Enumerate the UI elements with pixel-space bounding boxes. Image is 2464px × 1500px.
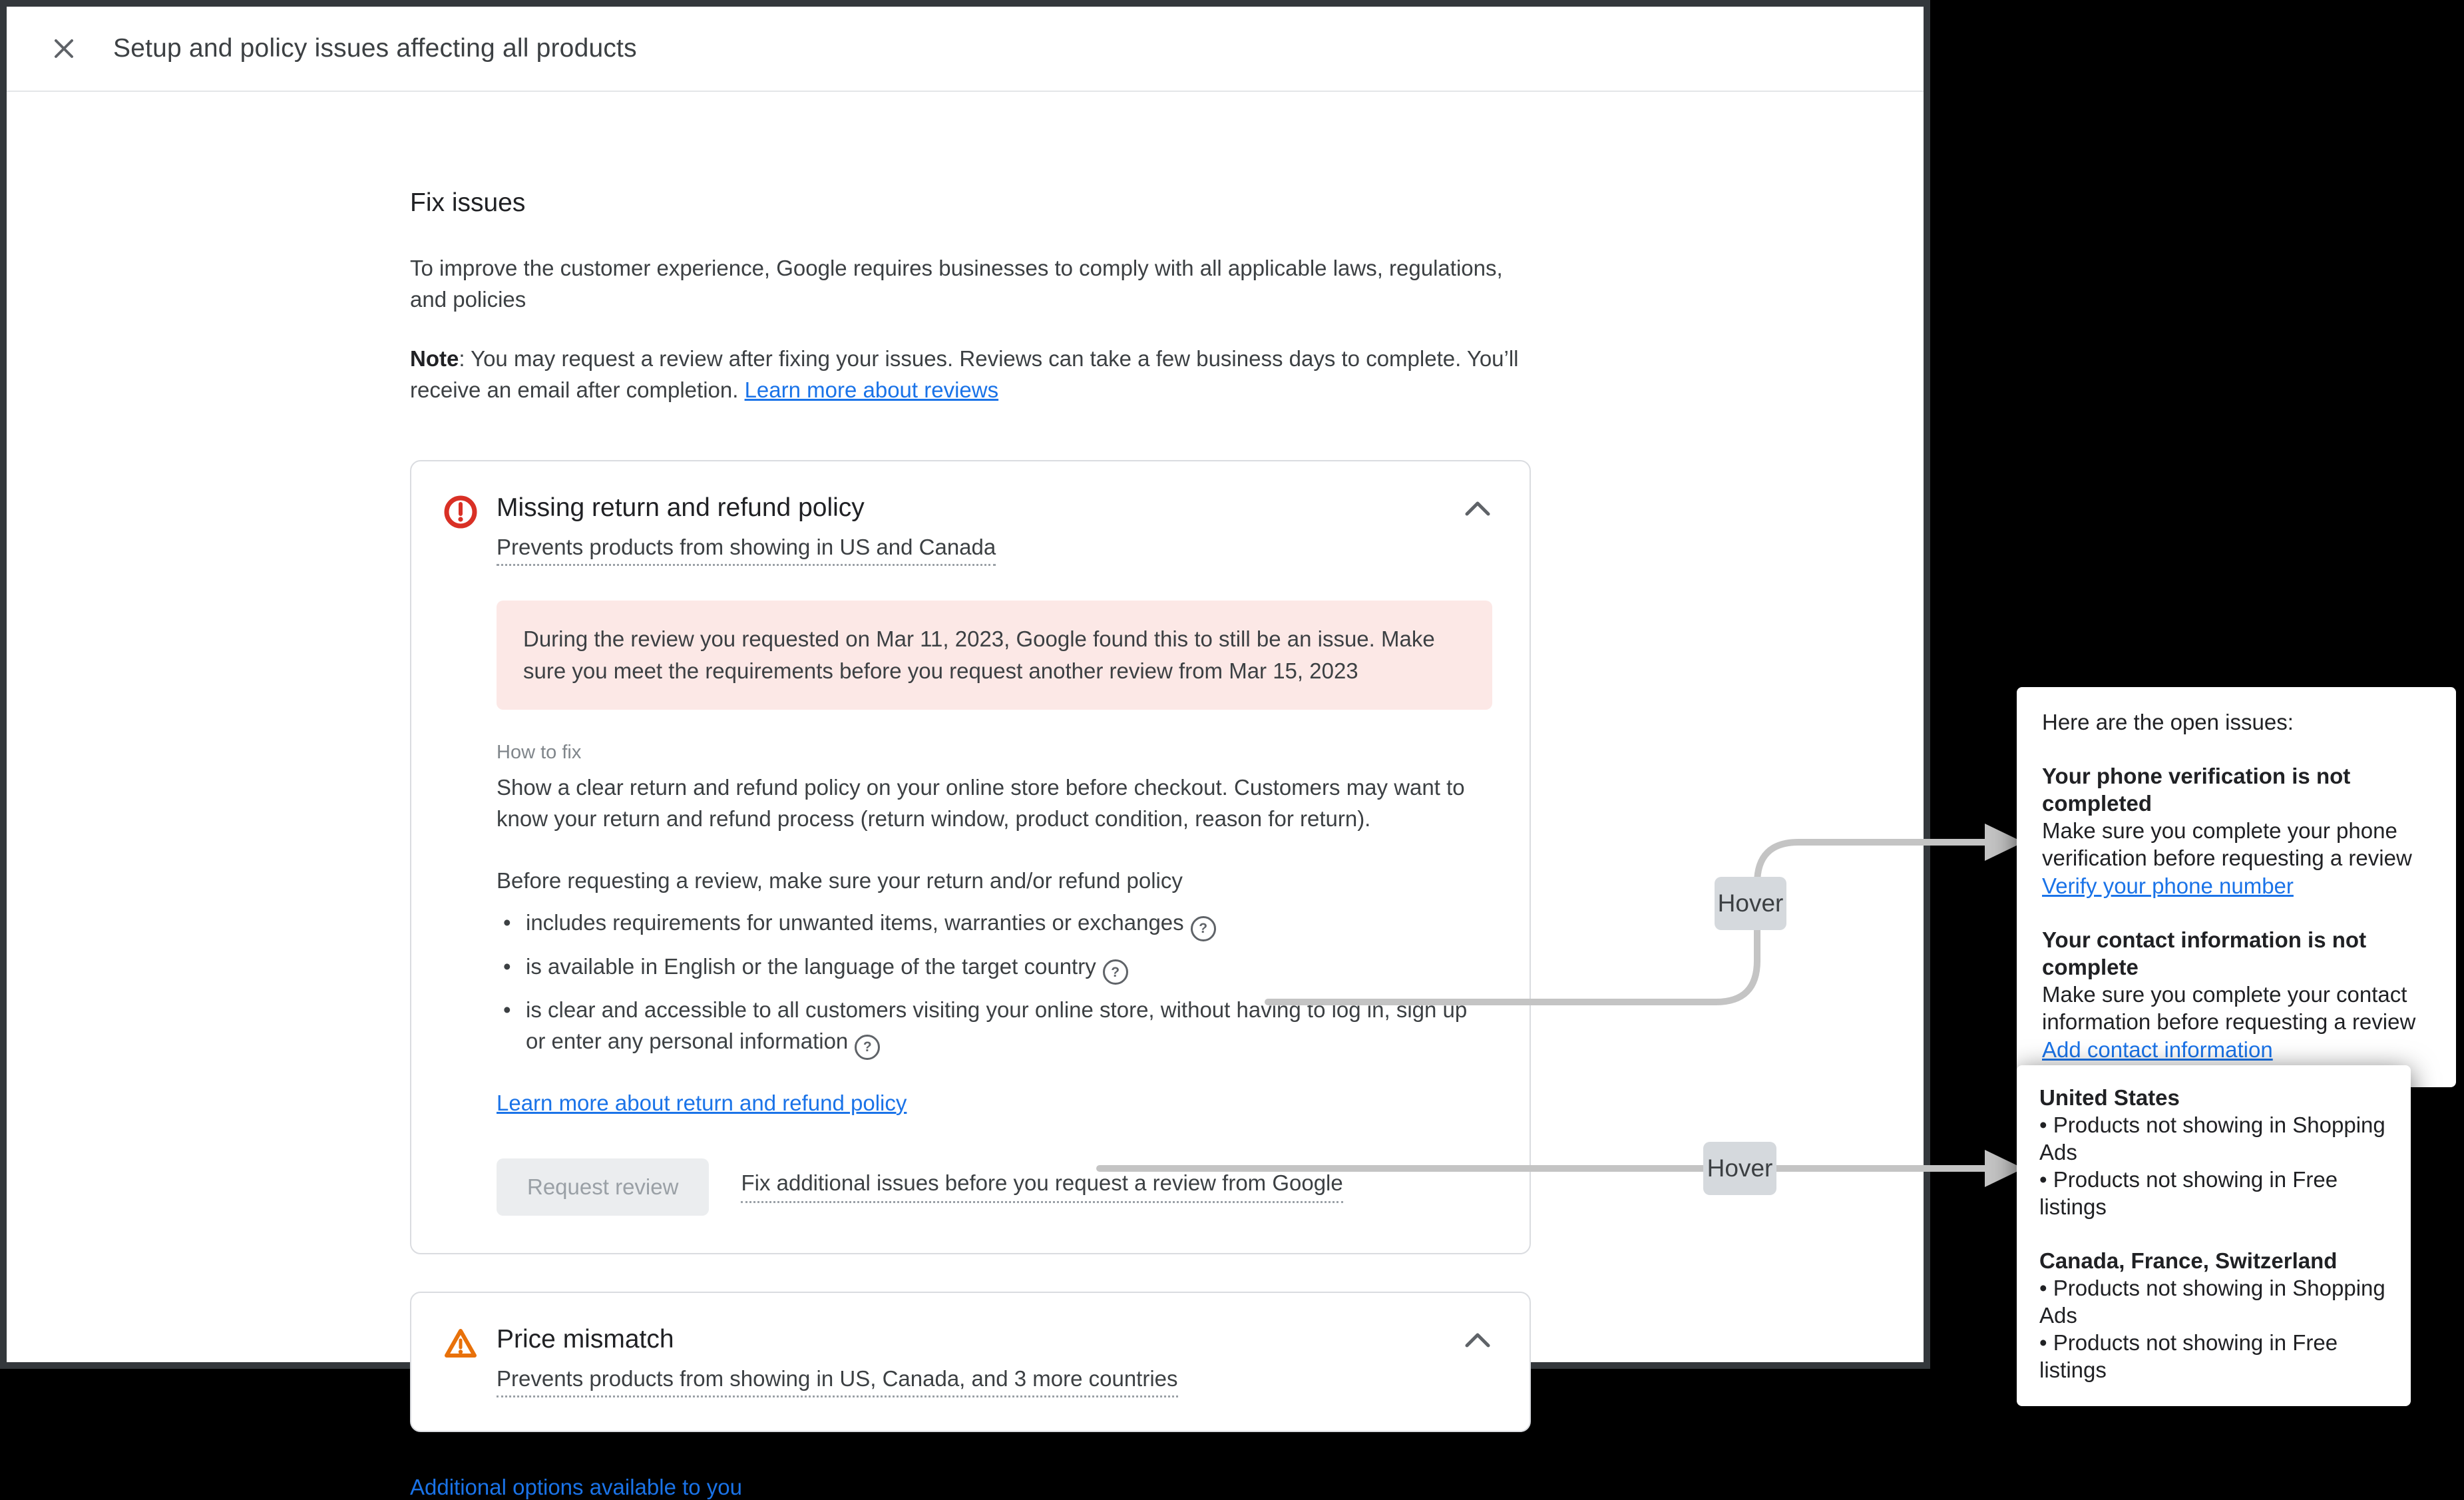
list-item-text: includes requirements for unwanted items, warranties or exchanges ? <box>526 907 1216 941</box>
tooltip-section-body: Make sure you complete your contact information before requesting a review <box>2042 982 2416 1034</box>
open-issues-tooltip <box>2017 687 2456 1087</box>
dialog-title: Setup and policy issues affecting all products <box>113 34 637 63</box>
how-to-fix-text: Show a clear return and refund policy on your online store before checkout. Customers may want to know your return and refund process (return window, product condition, reason for return). <box>497 775 1465 831</box>
list-item <box>497 951 1492 985</box>
issue-heading-block <box>497 493 996 566</box>
learn-more-reviews-link[interactable]: Learn more about reviews <box>744 377 999 402</box>
tooltip-intro: Here are the open issues: <box>2042 710 2294 734</box>
tooltip-section-us <box>2039 1084 2388 1220</box>
note-paragraph <box>410 343 1531 405</box>
dialog-header <box>7 7 1924 92</box>
note-text: : You may request a review after fixing your issues. Reviews can take a few business days to complete. You’ll receive an email after completion. <box>410 346 1519 402</box>
issue-card-price-mismatch <box>410 1292 1531 1432</box>
list-item: • Products not showing in Shopping Ads <box>2039 1274 2388 1329</box>
list-item-text: is available in English or the language of the target country ? <box>526 951 1128 985</box>
dialog-content <box>410 188 1531 1500</box>
hover-label: Hover <box>1717 889 1784 917</box>
issue-title: Price mismatch <box>497 1324 674 1354</box>
close-icon <box>49 55 79 65</box>
issue-heading-block <box>497 1325 1178 1397</box>
hover-chip-1 <box>1715 877 1786 930</box>
countries-tooltip <box>2017 1065 2411 1406</box>
issue-card-header <box>443 493 1492 566</box>
action-row <box>497 1158 1492 1216</box>
warning-icon <box>443 1326 478 1361</box>
error-icon <box>443 495 478 529</box>
help-icon[interactable]: ? <box>1103 959 1128 985</box>
bullet-marker: • <box>503 910 511 935</box>
checklist-intro: Before requesting a review, make sure your return and/or refund policy <box>497 868 1183 893</box>
issue-subtitle[interactable]: Prevents products from showing in US, Canada, and 3 more countries <box>497 1366 1178 1397</box>
intro-paragraph: To improve the customer experience, Google requires businesses to comply with all applicable laws, regulations, and policies <box>410 256 1503 312</box>
return-policy-link[interactable]: Learn more about return and refund policy <box>497 1090 907 1115</box>
list-item <box>497 907 1492 941</box>
tooltip-section-heading: Your phone verification is not completed <box>2042 764 2351 816</box>
issue-card-header <box>443 1325 1492 1397</box>
how-to-fix-label: How to fix <box>497 742 582 763</box>
hover-chip-2 <box>1703 1142 1776 1195</box>
list-item: • Products not showing in Shopping Ads <box>2039 1111 2388 1166</box>
verify-phone-link[interactable]: Verify your phone number <box>2042 874 2294 898</box>
tooltip-section-contact <box>2042 926 2431 1063</box>
fix-additional-issues-note[interactable]: Fix additional issues before you request a review from Google <box>741 1170 1342 1203</box>
tooltip-section-phone <box>2042 762 2431 899</box>
chevron-up-icon <box>1463 1341 1492 1351</box>
issue-subtitle[interactable]: Prevents products from showing in US and Canada <box>497 535 996 566</box>
list-item: • Products not showing in Free listings <box>2039 1166 2388 1220</box>
help-icon[interactable]: ? <box>855 1035 880 1060</box>
help-icon[interactable]: ? <box>1191 916 1216 941</box>
list-item-text: is clear and accessible to all customers visiting your online store, without having to log in, sign up or enter any personal information ? <box>526 994 1492 1060</box>
hover-label: Hover <box>1707 1154 1773 1182</box>
list-item: • Products not showing in Free listings <box>2039 1329 2388 1383</box>
review-failed-alert: During the review you requested on Mar 11, 2023, Google found this to still be an issue. Make sure you meet the requirements before you request another review from Mar 15, 2023 <box>497 601 1492 710</box>
section-heading: Fix issues <box>410 188 526 217</box>
add-contact-link[interactable]: Add contact information <box>2042 1037 2273 1062</box>
bullet-marker: • <box>503 997 511 1022</box>
tooltip-section-other-countries <box>2039 1247 2388 1383</box>
chevron-up-icon <box>1463 509 1492 519</box>
additional-options-link[interactable]: Additional options available to you <box>410 1474 743 1499</box>
bullet-marker: • <box>503 953 511 979</box>
tooltip-section-heading: United States <box>2039 1085 2180 1110</box>
issue-title: Missing return and refund policy <box>497 493 865 522</box>
request-review-button[interactable]: Request review <box>497 1158 709 1216</box>
note-label: Note <box>410 346 459 371</box>
tooltip-section-heading: Your contact information is not complete <box>2042 927 2367 979</box>
issue-card-body <box>497 601 1492 1216</box>
tooltip-section-heading: Canada, France, Switzerland <box>2039 1248 2338 1273</box>
issue-card-missing-return-policy <box>410 460 1531 1254</box>
close-button[interactable] <box>49 34 79 63</box>
list-item <box>497 994 1492 1060</box>
tooltip-section-body: Make sure you complete your phone verification before requesting a review <box>2042 818 2412 870</box>
checklist <box>497 907 1492 1060</box>
collapse-issue-button[interactable] <box>1463 500 1492 517</box>
collapse-issue-button[interactable] <box>1463 1332 1492 1349</box>
